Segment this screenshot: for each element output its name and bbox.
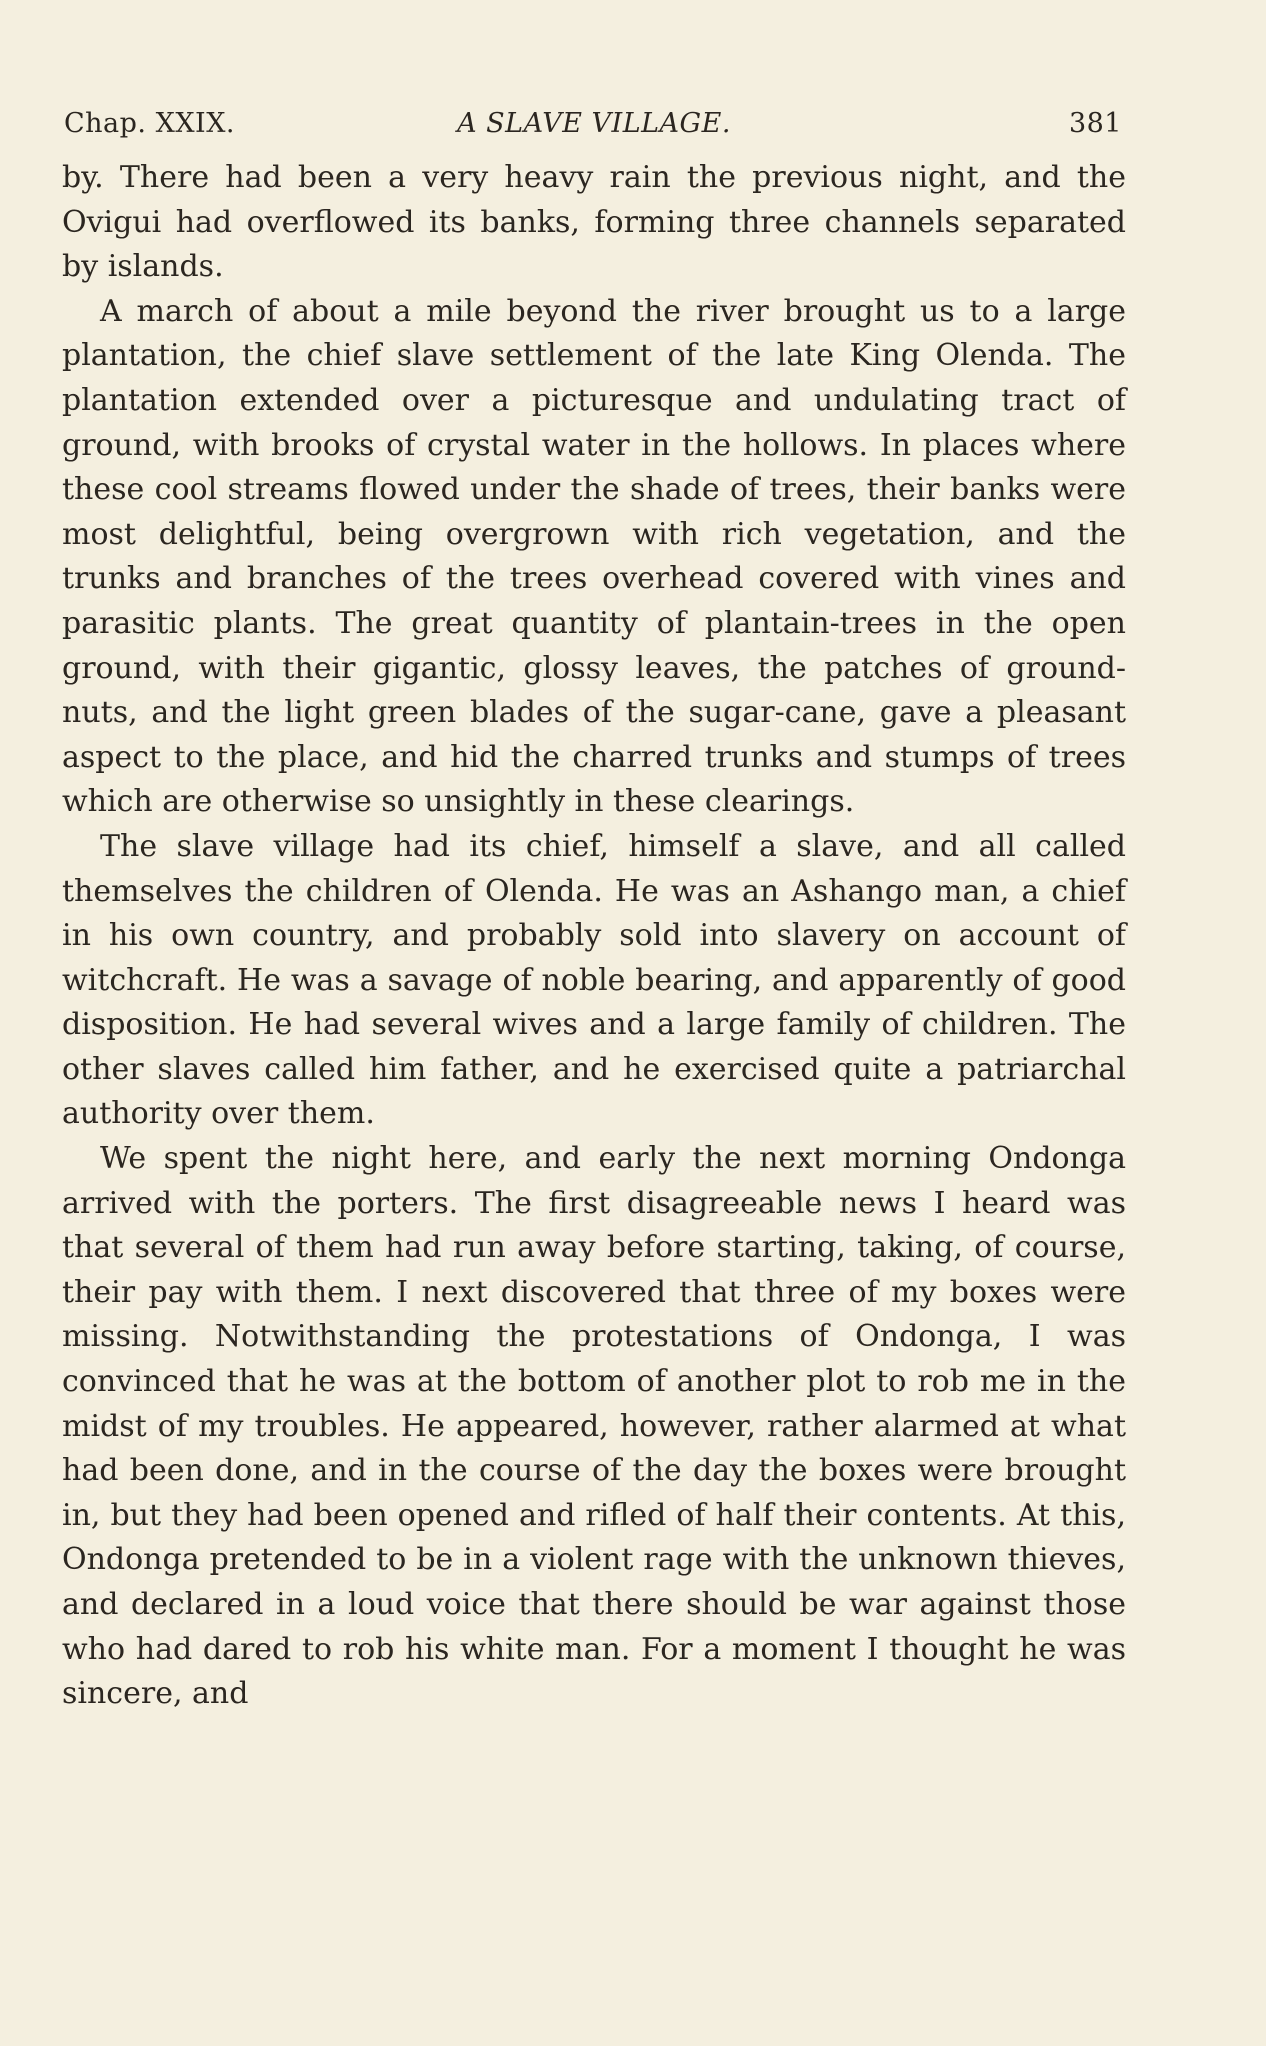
- page-number: 381: [1068, 108, 1122, 139]
- chapter-label: Chap. XXIX.: [64, 108, 236, 139]
- running-head: [62, 108, 1126, 148]
- running-title: A SLAVE VILLAGE.: [457, 108, 731, 139]
- paragraph: We spent the night here, and early the next morning Ondonga arrived with the porters. The first disagreeable news I heard was that several of them had run away before starting, taking, of course, their pay with them. I next discovered that three of my boxes were missing. Notwithstanding the protestations of Ondonga, I was convinced that he was at the bottom of another plot to rob me in the midst of my troubles. He appeared, however, rather alarmed at what had been done, and in the course of the day the boxes were brought in, but they had been opened and rifled of half their contents. At this, Ondonga pretended to be in a violent rage with the unknown thieves, and declared in a loud voice that there should be war against those who had dared to rob his white man. For a moment I thought he was sincere, and: [62, 1141, 1126, 1712]
- paragraph: A march of about a mile beyond the river brought us to a large plantation, the chief slave settlement of the late King Olenda. The plantation extended over a picturesque and undulating tract of ground, with brooks of crystal water in the hollows. In places where these cool streams flowed under the shade of trees, their banks were most delightful, being overgrown with rich vegetation, and the trunks and branches of the trees overhead covered with vines and parasitic plants. The great quantity of plantain-trees in the open ground, with their gigantic, glossy leaves, the patches of ground-nuts, and the light green blades of the sugar-cane, gave a pleasant aspect to the place, and hid the charred trunks and stumps of trees which are otherwise so unsightly in these clearings.: [62, 293, 1126, 820]
- paragraph-continuation: by. There had been a very heavy rain the previous night, and the Ovigui had overflowed its banks, forming three channels separated by islands.: [62, 160, 1126, 285]
- paragraph: The slave village had its chief, himself a slave, and all called themselves the children of Olenda. He was an Ashango man, a chief in his own country, and probably sold into slavery on account of witchcraft. He was a savage of noble bearing, and apparently of good disposition. He had several wives and a large family of children. The other slaves called him father, and he exercised quite a patriarchal authority over them.: [62, 828, 1126, 1132]
- book-page: [62, 108, 1126, 1717]
- body-text: [62, 156, 1126, 1717]
